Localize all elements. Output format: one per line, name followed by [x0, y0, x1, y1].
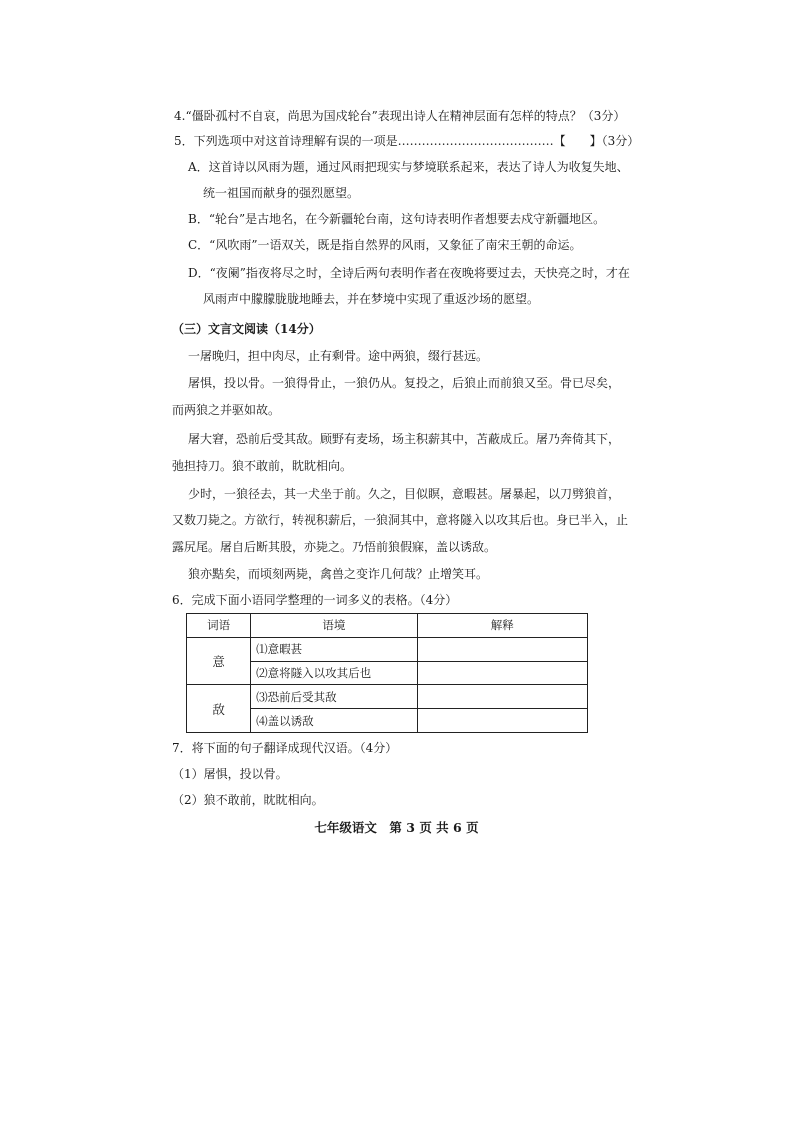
table-context-cell: ⑴意暇甚	[251, 637, 417, 661]
section-3-title: （三）文言文阅读（14分）	[172, 322, 321, 336]
option-d-line1: D．“夜阑”指夜将尽之时，全诗后两句表明作者在夜晚将要过去，天快亮之时，才在	[188, 266, 630, 280]
table-header-explanation: 解释	[417, 614, 587, 638]
table-header-context: 语境	[251, 614, 417, 638]
option-c: C．“风吹雨”一语双关，既是指自然界的风雨，又象征了南宋王朝的命运。	[188, 238, 582, 252]
page-footer: 七年级语文 第 3 页 共 6 页	[314, 820, 479, 835]
passage-para-3-line1: 屠大窘，恐前后受其敌。顾野有麦场，场主积薪其中，苫蔽成丘。屠乃奔倚其下，	[188, 432, 621, 446]
question-7-sentence-1: （1）屠惧，投以骨。	[172, 767, 288, 781]
question-5-stem: 5．下列选项中对这首诗理解有误的一项是…………………………………【 】（3分）	[174, 134, 640, 148]
table-answer-cell[interactable]	[417, 709, 587, 733]
option-a-line1: A．这首诗以风雨为题，通过风雨把现实与梦境联系起来，表达了诗人为收复失地、	[188, 160, 629, 174]
passage-para-5: 狼亦黠矣，而顷刻两毙，禽兽之变诈几何哉？止增笑耳。	[188, 567, 489, 581]
table-header-row	[187, 614, 588, 638]
table-answer-cell[interactable]	[417, 661, 587, 685]
table-context-cell: ⑷盖以诱敌	[251, 709, 417, 733]
question-4: 4.“僵卧孤村不自哀，尚思为国戍轮台”表现出诗人在精神层面有怎样的特点？（3分）	[174, 109, 626, 123]
table-row	[187, 637, 588, 661]
table-word-cell: 意	[187, 637, 251, 685]
passage-para-4-line2: 又数刀毙之。方欲行，转视积薪后，一狼洞其中，意将隧入以攻其后也。身已半入，止	[172, 513, 629, 527]
passage-para-2-line1: 屠惧，投以骨。一狼得骨止，一狼仍从。复投之，后狼止而前狼又至。骨已尽矣，	[188, 376, 621, 390]
table-context-cell: ⑵意将隧入以攻其后也	[251, 661, 417, 685]
table-answer-cell[interactable]	[417, 685, 587, 709]
option-a-line2: 统一祖国而献身的强烈愿望。	[203, 186, 360, 200]
polysemy-table	[186, 613, 588, 733]
passage-para-4-line1: 少时，一狼径去，其一犬坐于前。久之，目似瞑，意暇甚。屠暴起，以刀劈狼首，	[188, 487, 621, 501]
table-word-cell: 敌	[187, 685, 251, 733]
table-row	[187, 685, 588, 709]
passage-para-2-line2: 而两狼之并驱如故。	[172, 403, 281, 417]
passage-para-1: 一屠晚归，担中肉尽，止有剩骨。途中两狼，缀行甚远。	[188, 349, 489, 363]
option-d-line2: 风雨声中朦朦胧胧地睡去，并在梦境中实现了重返沙场的愿望。	[203, 292, 540, 306]
table-answer-cell[interactable]	[417, 637, 587, 661]
question-7-sentence-2: （2）狼不敢前，眈眈相向。	[172, 793, 324, 807]
option-b: B．“轮台”是古地名，在今新疆轮台南，这句诗表明作者想要去戍守新疆地区。	[188, 212, 606, 226]
table-header-word: 词语	[187, 614, 251, 638]
question-6-stem: 6．完成下面小语同学整理的一词多义的表格。（4分）	[172, 593, 458, 607]
passage-para-3-line2: 弛担持刀。狼不敢前，眈眈相向。	[172, 459, 353, 473]
passage-para-4-line3: 露尻尾。屠自后断其股，亦毙之。乃悟前狼假寐，盖以诱敌。	[172, 540, 497, 554]
question-7-stem: 7．将下面的句子翻译成现代汉语。（4分）	[172, 741, 398, 755]
table-context-cell: ⑶恐前后受其敌	[251, 685, 417, 709]
